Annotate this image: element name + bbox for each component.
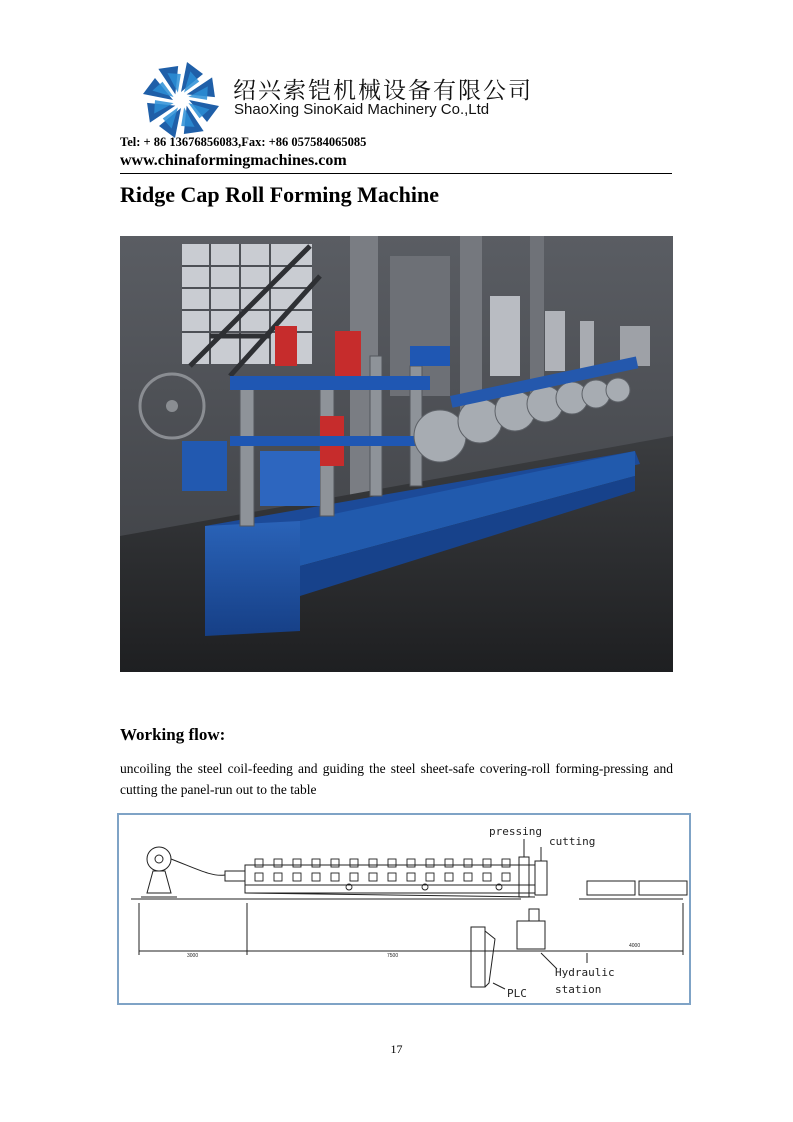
contact-line: Tel: + 86 13676856083,Fax: +86 057584065085 [120, 135, 367, 149]
hydraulic-label-line2: station [555, 983, 602, 996]
pressing-label: pressing [489, 825, 542, 838]
working-flow-heading: Working flow: [120, 725, 226, 744]
company-name-cn: 绍兴索铠机械设备有限公司 [233, 78, 533, 104]
working-flow-description: uncoiling the steel coil-feeding and guiding the steel sheet-safe covering-roll forming-pressing and cutting the panel-run out to the table [120, 761, 673, 797]
page-number: 17 [390, 1042, 403, 1056]
plc-label: PLC [507, 987, 527, 1000]
svg-text:4000: 4000 [629, 943, 641, 949]
website-link[interactable]: www.chinaformingmachines.com [120, 152, 347, 169]
svg-text:3000: 3000 [187, 953, 199, 959]
company-name-en: ShaoXing SinoKaid Machinery Co.,Ltd [234, 101, 490, 118]
roll-forming-machine-photo [120, 236, 673, 672]
hydraulic-label-line1: Hydraulic [555, 966, 615, 979]
header-divider [120, 173, 672, 174]
production-line-diagram [117, 813, 691, 1005]
pinwheel-logo-icon [141, 60, 221, 140]
svg-text:7500: 7500 [387, 953, 399, 959]
page-title: Ridge Cap Roll Forming Machine [120, 182, 439, 207]
cutting-label: cutting [549, 835, 596, 848]
